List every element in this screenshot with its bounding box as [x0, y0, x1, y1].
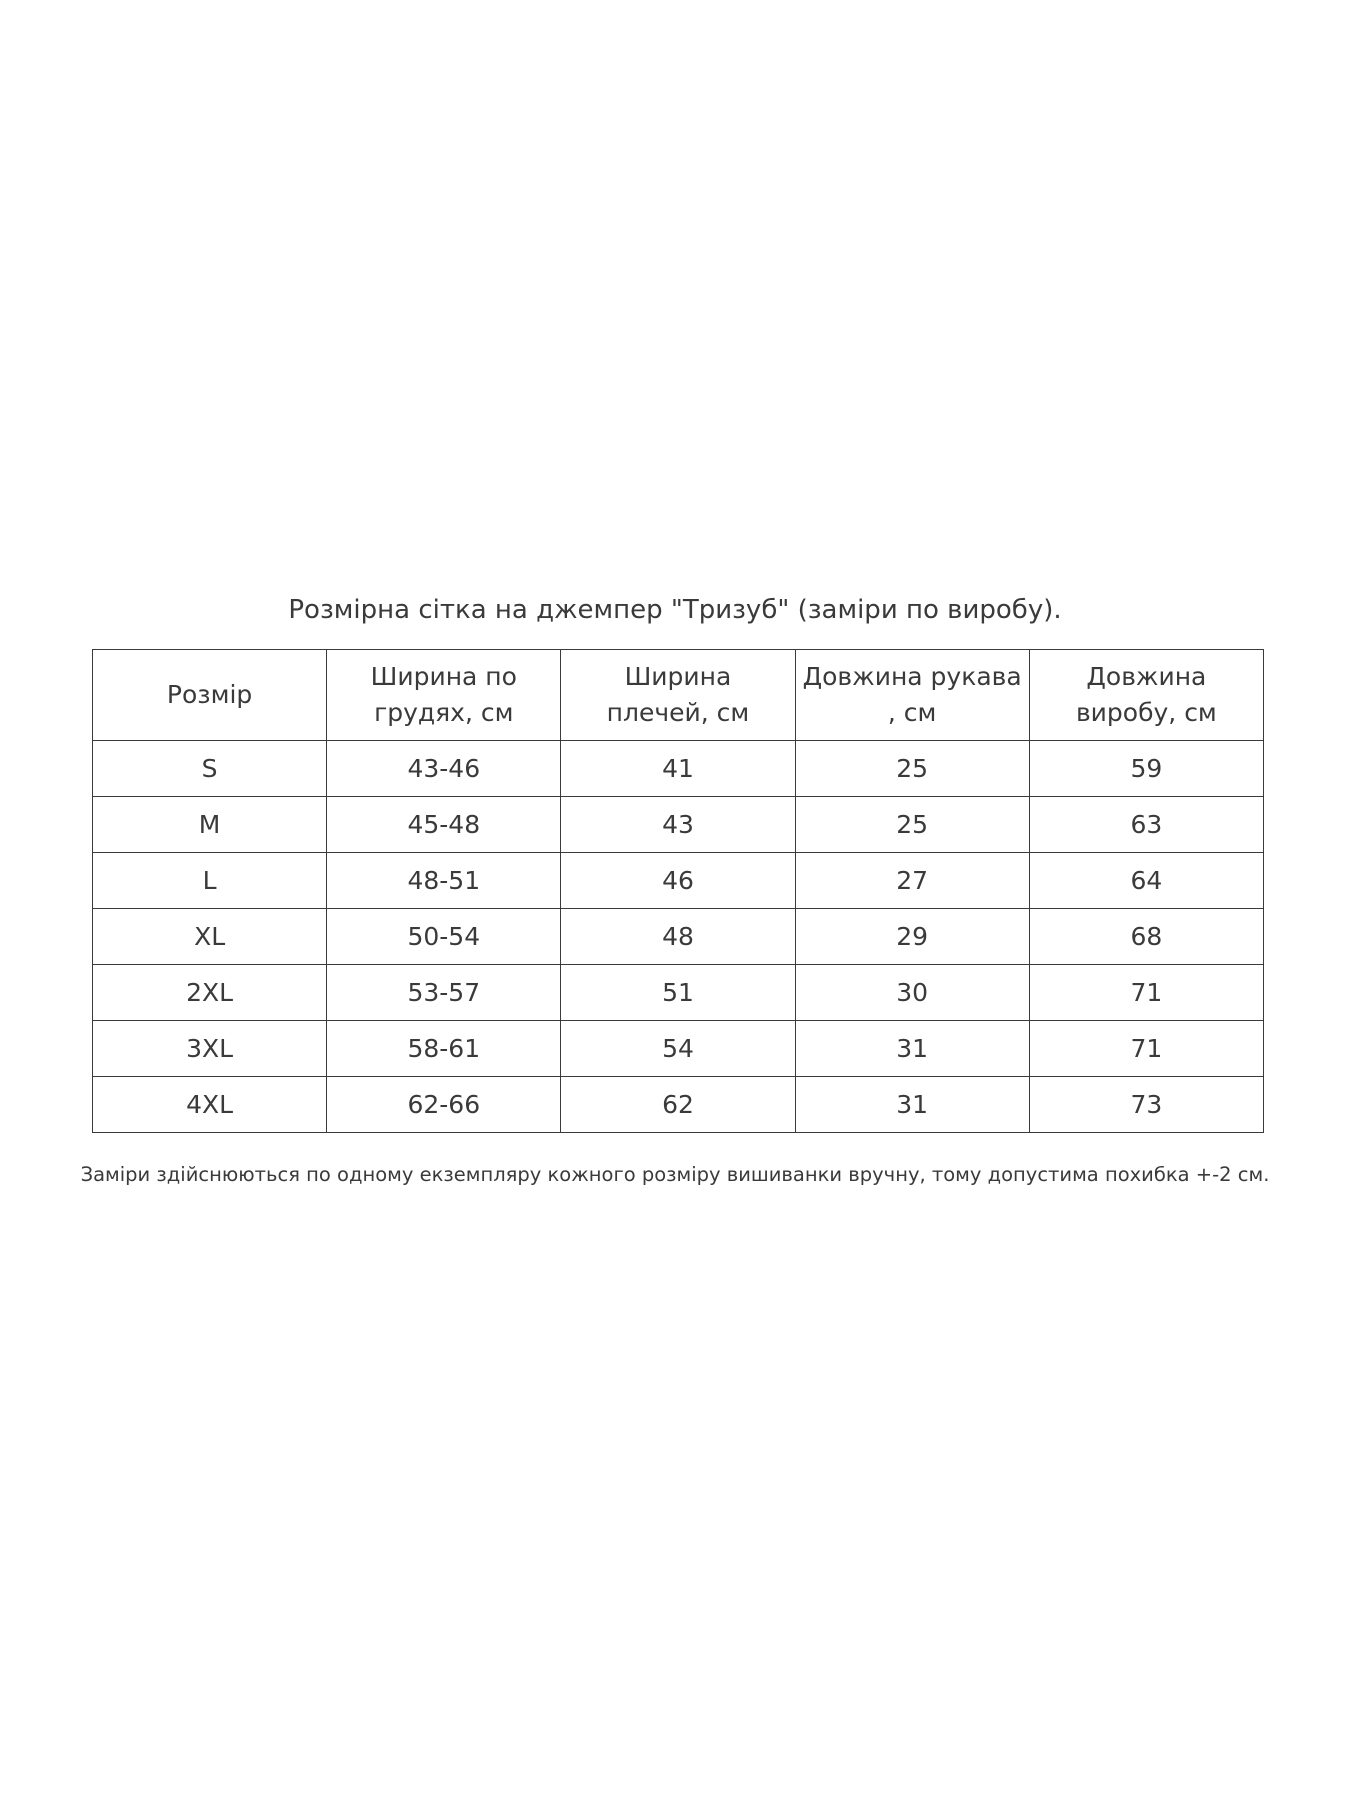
- cell-size: 2XL: [93, 965, 327, 1021]
- header-size: Розмір: [93, 650, 327, 741]
- measurement-note: Заміри здійснюються по одному екземпляру кожного розміру вишиванки вручну, тому допустима похибка +-2 см.: [80, 1163, 1270, 1186]
- cell-size: XL: [93, 909, 327, 965]
- size-chart-title: Розмірна сітка на джемпер "Тризуб" (заміри по виробу).: [288, 595, 1062, 625]
- cell-sleeve-length: 30: [795, 965, 1029, 1021]
- cell-product-length: 71: [1029, 965, 1263, 1021]
- table-row: [93, 797, 1264, 853]
- cell-chest-width: 48-51: [327, 853, 561, 909]
- cell-sleeve-length: 31: [795, 1021, 1029, 1077]
- table-header-row: [93, 650, 1264, 741]
- cell-chest-width: 45-48: [327, 797, 561, 853]
- cell-product-length: 71: [1029, 1021, 1263, 1077]
- cell-shoulder-width: 48: [561, 909, 795, 965]
- cell-product-length: 73: [1029, 1077, 1263, 1133]
- table-row: [93, 965, 1264, 1021]
- header-chest-width: Ширина по грудях, см: [327, 650, 561, 741]
- cell-size: 3XL: [93, 1021, 327, 1077]
- table-row: [93, 1021, 1264, 1077]
- cell-shoulder-width: 54: [561, 1021, 795, 1077]
- cell-shoulder-width: 41: [561, 741, 795, 797]
- size-table: [92, 649, 1264, 1133]
- cell-product-length: 64: [1029, 853, 1263, 909]
- table-row: [93, 1077, 1264, 1133]
- cell-sleeve-length: 31: [795, 1077, 1029, 1133]
- cell-size: M: [93, 797, 327, 853]
- table-row: [93, 741, 1264, 797]
- cell-product-length: 63: [1029, 797, 1263, 853]
- cell-sleeve-length: 25: [795, 797, 1029, 853]
- cell-chest-width: 50-54: [327, 909, 561, 965]
- cell-size: L: [93, 853, 327, 909]
- cell-sleeve-length: 27: [795, 853, 1029, 909]
- cell-product-length: 59: [1029, 741, 1263, 797]
- cell-chest-width: 62-66: [327, 1077, 561, 1133]
- cell-size: 4XL: [93, 1077, 327, 1133]
- cell-sleeve-length: 29: [795, 909, 1029, 965]
- cell-size: S: [93, 741, 327, 797]
- header-sleeve-length: Довжина рукава , см: [795, 650, 1029, 741]
- cell-chest-width: 43-46: [327, 741, 561, 797]
- cell-shoulder-width: 43: [561, 797, 795, 853]
- cell-product-length: 68: [1029, 909, 1263, 965]
- cell-sleeve-length: 25: [795, 741, 1029, 797]
- table-row: [93, 909, 1264, 965]
- cell-shoulder-width: 62: [561, 1077, 795, 1133]
- cell-chest-width: 53-57: [327, 965, 561, 1021]
- cell-shoulder-width: 51: [561, 965, 795, 1021]
- table-row: [93, 853, 1264, 909]
- header-product-length: Довжина виробу, см: [1029, 650, 1263, 741]
- cell-chest-width: 58-61: [327, 1021, 561, 1077]
- cell-shoulder-width: 46: [561, 853, 795, 909]
- header-shoulder-width: Ширина плечей, см: [561, 650, 795, 741]
